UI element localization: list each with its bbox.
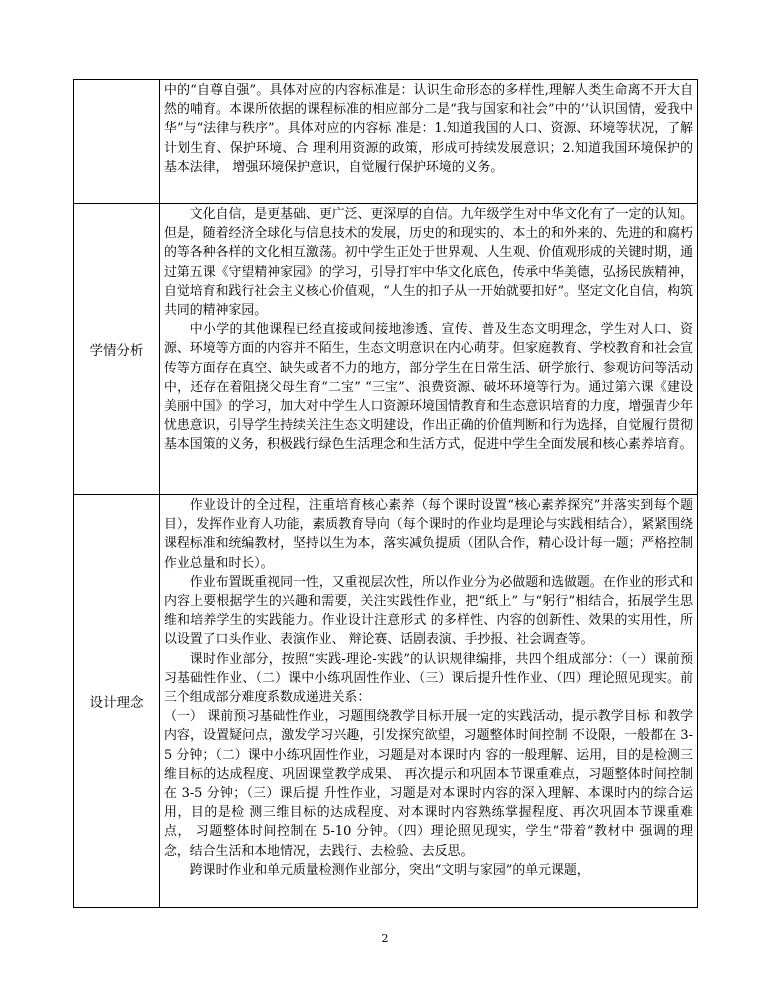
- row-content: [160, 80, 698, 204]
- table-row: [74, 204, 698, 495]
- row-label: [74, 80, 160, 204]
- table-row: [74, 495, 698, 908]
- lesson-design-table: [73, 79, 698, 908]
- paragraph: 跨课时作业和单元质量检测作业部分，突出“文明与家园”的单元课题，: [189, 862, 590, 878]
- paragraph: （一） 课前预习基础性作业，习题围绕教学目标开展一定的实践活动，提示教学目标 和教学内容，设置疑问点，激发学习兴趣，引发探究欲望，习题整体时间控制 不设限，一般都在 3-5 分钟；（二）课中小练巩固性作业，习题是对本课时内 容的一般理解、运用，目的是检测三维目标的达成程度、巩固课堂教学成果、 再次提示和巩固本节课重难点，习题整体时间控制在 3-5 分钟；（三）课后提 升性作业，习题是对本课时内容的深入理解、本课时内的综合运用，目的是检 测三维目标的达成程度、对本课时内容熟练掌握程度、再次巩固本节课重难点， 习题整体时间控制在 5-10 分钟。（四）理论照见现实，学生“带着”教材中 强调的理念，结合生活和本地情况，去践行、去检验、去反思。: [164, 709, 693, 859]
- paragraph: 作业布置既重视同一性，又重视层次性，所以作业分为必做题和选做题。在作业的形式和内容上要根据学生的兴趣和需要，关注实践性作业，把“纸上” 与“躬行”相结合，拓展学生思维和培养学生的实践能力。作业设计注意形式 的多样性、内容的创新性、效果的实用性，所以设置了口头作业、表演作业、 辩论赛、话剧表演、手抄报、社会调查等。: [164, 574, 693, 648]
- row-label: 学情分析: [74, 204, 160, 495]
- row-content: [160, 204, 698, 495]
- paragraph: 课时作业部分，按照“实践-理论-实践”的认识规律编排，共四个组成部分：（一）课前预习基础性作业、（二）课中小练巩固性作业、（三）课后提升性作业、（四）理论照见现实。前三个组成部分难度系数成递进关系：: [164, 651, 693, 706]
- row-content: [160, 495, 698, 908]
- paragraph: 中的“自尊自强”。具体对应的内容标准是：认识生命形态的多样性,理解人类生命离不开大自然的哺育。本课所依据的课程标准的相应部分二是“我与国家和社会”中的’’认识国情，爱我中华”与“法律与秩序”。具体对应的内容标 准是：1.知道我国的人口、资源、环境等状况，了解计划生育、保护环境、合 理利用资源的政策，形成可持续发展意识；2.知道我国环境保护的基本法律， 增强环境保护意识，自觉履行保护环境的义务。: [164, 83, 693, 175]
- paragraph: 文化自信，是更基础、更广泛、更深厚的自信。九年级学生对中华文化有了一定的认知。但是，随着经济全球化与信息技术的发展，历史的和现实的、本土的和外来的、先进的和腐朽的等各种各样的文化相互激荡。初中学生正处于世界观、人生观、价值观形成的关键时期，通过第五课《守望精神家园》的学习，引导打牢中华文化底色，传承中华美德，弘扬民族精神，自觉培育和践行社会主义核心价值观，“人生的扣子从一开始就要扣好”。坚定文化自信，构筑共同的精神家园。: [164, 207, 693, 319]
- paragraph: 作业设计的全过程，注重培育核心素养（每个课时设置“核心素养探究”并落实到每个题目），发挥作业育人功能，素质教育导向（每个课时的作业均是理论与实践相结合），紧紧围绕课程标准和统编教材，坚持以生为本，落实减负提质（团队合作，精心设计每一题；严格控制作业总量和时长）。: [164, 498, 693, 571]
- paragraph: 中小学的其他课程已经直接或间接地渗透、宣传、普及生态文明理念，学生对人口、资源、环境等方面的内容并不陌生，生态文明意识在内心萌芽。但家庭教育、学校教育和社会宣传等方面存在真空、缺失或者不力的地方，部分学生在日常生活、研学旅行、参观访问等活动中，还存在着阻挠父母生育“二宝” “三宝”、浪费资源、破坏环境等行为。通过第六课《建设美丽中国》的学习，加大对中学生人口资源环境国情教育和生态意识培育的力度，增强青少年忧患意识，引导学生持续关注生态文明建设，作出正确的价值判断和行为选择，自觉履行贯彻基本国策的义务，积极践行绿色生活理念和生活方式，促进中学生全面发展和核心素养培育。: [164, 322, 693, 453]
- page-number: 2: [381, 932, 389, 945]
- row-label: 设计理念: [74, 495, 160, 908]
- table-row: [74, 80, 698, 204]
